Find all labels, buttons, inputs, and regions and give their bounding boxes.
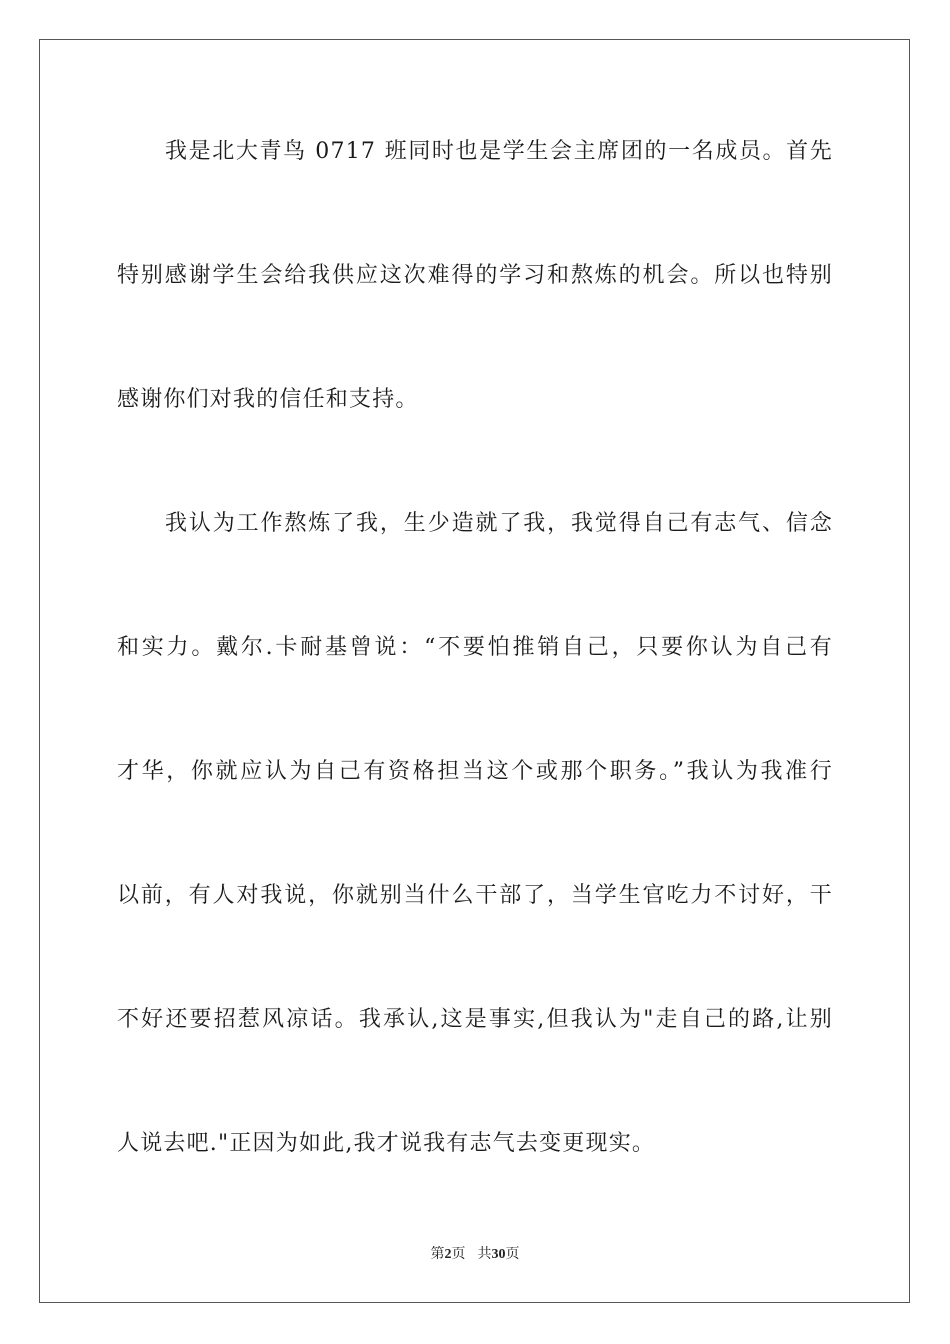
paragraph-2-line-6: 人说去吧."正因为如此,我才说我有志气去变更现实。 [117, 1131, 656, 1156]
page-total: 30 [491, 1247, 506, 1262]
paragraph-2-line-3: 才华，你就应认为自己有资格担当这个或那个职务。”我认为我准行 [117, 759, 833, 784]
page-border [39, 39, 910, 1303]
paragraph-2-line-2: 和实力。戴尔.卡耐基曾说：“不要怕推销自己，只要你认为自己有 [117, 635, 833, 660]
page-current: 2 [444, 1247, 452, 1262]
page-footer [0, 1244, 950, 1265]
paragraph-1-line-2: 特别感谢学生会给我供应这次难得的学习和熬炼的机会。所以也特别 [117, 263, 833, 288]
total-suffix: 页 [505, 1246, 520, 1262]
paragraph-1-line-3: 感谢你们对我的信任和支持。 [117, 387, 419, 412]
paragraph-2-line-5: 不好还要招惹风凉话。我承认,这是事实,但我认为"走自己的路,让别 [117, 1007, 833, 1032]
paragraph-2-line-1: 我认为工作熬炼了我，生少造就了我，我觉得自己有志气、信念 [165, 511, 833, 536]
total-prefix: 共 [477, 1246, 492, 1262]
paragraph-2-line-4: 以前，有人对我说，你就别当什么干部了，当学生官吃力不讨好，干 [117, 883, 833, 908]
paragraph-1-line-1: 我是北大青鸟 0717 班同时也是学生会主席团的一名成员。首先 [165, 139, 833, 164]
page-prefix: 第 [430, 1246, 445, 1262]
page-suffix: 页 [451, 1246, 466, 1262]
